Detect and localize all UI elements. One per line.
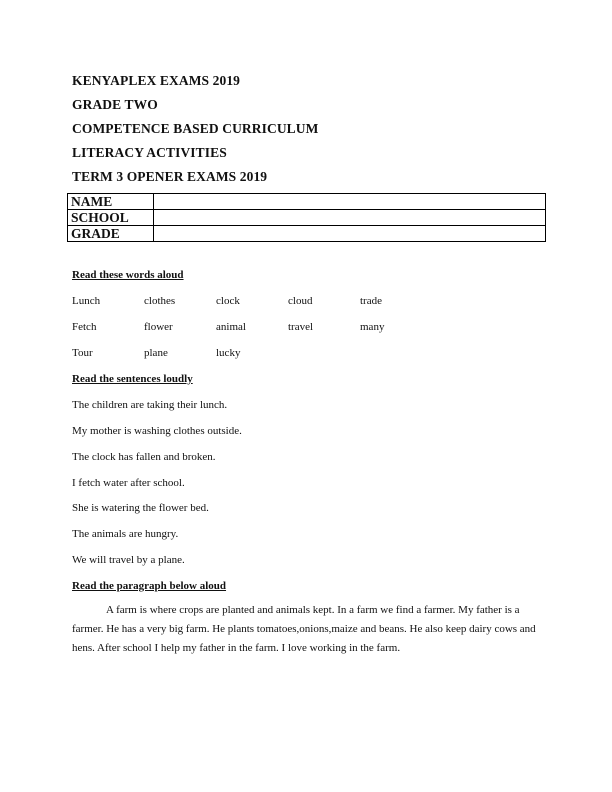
word-item: travel xyxy=(288,321,314,333)
word-item: flower xyxy=(144,321,173,333)
word-item: Tour xyxy=(72,347,93,359)
name-field[interactable] xyxy=(154,194,546,210)
word-item: Lunch xyxy=(72,295,101,307)
grade-field[interactable] xyxy=(154,226,546,242)
name-label: NAME xyxy=(68,194,154,210)
header-curriculum: COMPETENCE BASED CURRICULUM xyxy=(72,121,319,136)
student-info-table xyxy=(67,193,546,242)
words-section-heading: Read these words aloud xyxy=(72,269,184,281)
sentence-item: The animals are hungry. xyxy=(72,528,179,540)
sentence-item: We will travel by a plane. xyxy=(72,554,185,566)
word-item: clothes xyxy=(144,295,176,307)
word-item: Fetch xyxy=(72,321,97,333)
word-item: lucky xyxy=(216,347,241,359)
header-subject: LITERACY ACTIVITIES xyxy=(72,145,227,160)
header-exam-title: KENYAPLEX EXAMS 2019 xyxy=(72,73,241,88)
sentences-section-heading: Read the sentences loudly xyxy=(72,373,193,385)
sentence-item: I fetch water after school. xyxy=(72,477,185,489)
sentence-item: The children are taking their lunch. xyxy=(72,399,228,411)
word-item: cloud xyxy=(288,295,313,307)
school-field[interactable] xyxy=(154,210,546,226)
word-item: plane xyxy=(144,347,168,359)
word-item: clock xyxy=(216,295,240,307)
info-row-name xyxy=(68,194,546,210)
word-item: trade xyxy=(360,295,382,307)
info-row-school xyxy=(68,210,546,226)
header-grade: GRADE TWO xyxy=(72,97,158,112)
sentence-item: She is watering the flower bed. xyxy=(72,502,209,514)
info-row-grade xyxy=(68,226,546,242)
word-item: animal xyxy=(216,321,246,333)
reading-paragraph: A farm is where crops are planted and animals kept. In a farm we find a farmer. My father is a farmer. He has a very big farm. He plants tomatoes,onions,maize and beans. He also keep dairy cows and hens. After school I help my father in the farm. I love working in the farm. xyxy=(72,604,536,654)
header-term: TERM 3 OPENER EXAMS 2019 xyxy=(72,169,268,184)
word-item: many xyxy=(360,321,385,333)
grade-label: GRADE xyxy=(68,226,154,242)
sentence-item: My mother is washing clothes outside. xyxy=(72,425,242,437)
sentence-item: The clock has fallen and broken. xyxy=(72,451,216,463)
school-label: SCHOOL xyxy=(68,210,154,226)
paragraph-section-heading: Read the paragraph below aloud xyxy=(72,580,227,592)
